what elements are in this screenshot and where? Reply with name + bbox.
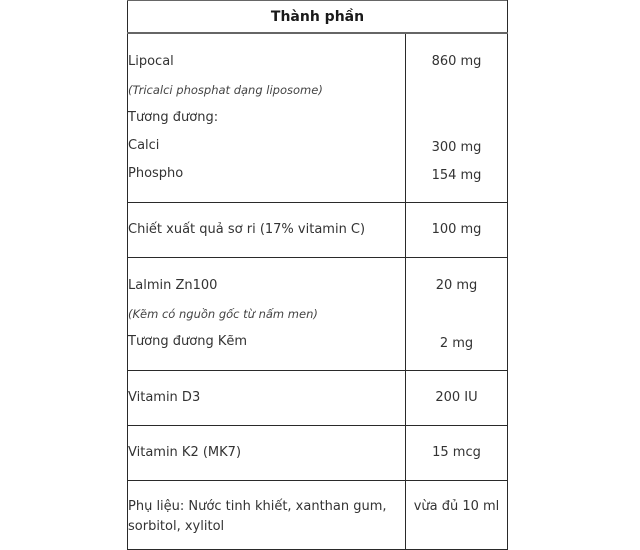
ingredient-cell <box>128 257 406 370</box>
table-row <box>128 257 508 370</box>
ingredient-name: Vitamin K2 (MK7) <box>128 444 242 460</box>
ingredients-table <box>127 0 508 550</box>
spacer <box>406 300 507 328</box>
amount-value: 100 mg <box>431 221 482 237</box>
amount-value: 860 mg <box>431 54 482 69</box>
table-row <box>128 425 508 480</box>
table-title: Thành phần <box>128 1 508 34</box>
ingredient-equivalent-label: Tương đương: <box>128 110 219 125</box>
ingredient-name: Lipocal <box>128 54 174 69</box>
ingredient-note: (Kẽm có nguồn gốc từ nấm men) <box>128 306 318 321</box>
ingredient-note: (Tricalci phosphat dạng liposome) <box>128 83 323 97</box>
amount-value: 20 mg <box>435 277 478 293</box>
ingredient-name: Vitamin D3 <box>128 389 201 405</box>
table-row <box>128 202 508 257</box>
ingredient-name: Calci <box>128 138 160 153</box>
ingredient-name: Phospho <box>128 166 184 181</box>
amount-cell <box>406 480 508 549</box>
amount-value: 200 IU <box>435 389 478 405</box>
amount-cell <box>406 425 508 480</box>
spacer <box>406 104 507 134</box>
ingredient-name: Chiết xuất quả sơ ri (17% vitamin C) <box>128 221 366 237</box>
table-row <box>128 33 508 202</box>
ingredient-cell <box>128 202 406 257</box>
amount-cell <box>406 370 508 425</box>
ingredient-name: Lalmin Zn100 <box>128 277 218 293</box>
spacer <box>406 76 507 104</box>
amount-value: 2 mg <box>439 335 474 351</box>
table-row <box>128 480 508 549</box>
ingredient-cell <box>128 370 406 425</box>
excipients-text: Phụ liệu: Nước tinh khiết, xanthan gum, sorbitol, xylitol <box>128 498 387 534</box>
amount-cell <box>406 33 508 202</box>
ingredient-cell <box>128 480 406 549</box>
amount-value: vừa đủ 10 ml <box>413 498 500 514</box>
amount-value: 300 mg <box>431 140 482 155</box>
ingredient-name: Tương đương Kẽm <box>128 333 248 349</box>
ingredient-cell <box>128 425 406 480</box>
amount-cell <box>406 202 508 257</box>
table-header-row <box>128 1 508 34</box>
ingredient-cell <box>128 33 406 202</box>
table-row <box>128 370 508 425</box>
amount-value: 15 mcg <box>432 444 481 460</box>
amount-value: 154 mg <box>431 168 482 183</box>
amount-cell <box>406 257 508 370</box>
